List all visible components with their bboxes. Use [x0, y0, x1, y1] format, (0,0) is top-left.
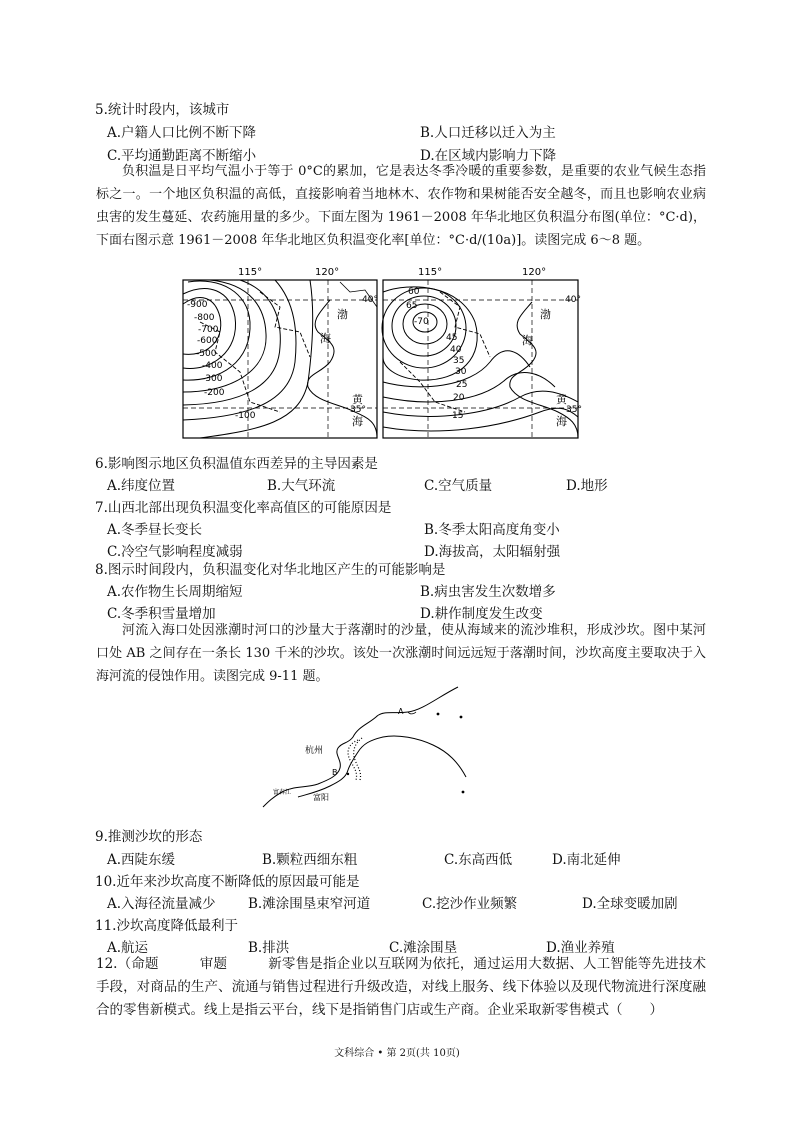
river-label-fuchunjiang: 富春江: [273, 789, 292, 796]
sea-label-hai: 海: [320, 332, 331, 345]
lat-label-40: 40°: [565, 295, 581, 305]
isoline-label: 45: [446, 333, 458, 343]
map-negative-temperature-change-rate: [380, 262, 595, 440]
sea-label-hai: 海: [556, 415, 567, 428]
q11-option-c: C.滩涂围垦: [389, 940, 458, 956]
isoline-label: -200: [204, 388, 225, 398]
lat-label-35: 35°: [566, 405, 582, 415]
isoline-label: 20: [453, 393, 465, 403]
isoline-label: -800: [194, 313, 215, 323]
q11-option-a: A.航运: [107, 940, 149, 956]
isoline-label: -600: [197, 336, 218, 346]
sea-label-huang: 黄: [352, 393, 363, 406]
q9-option-c: C.东高西低: [444, 852, 513, 868]
q5-option-d: D.在区域内影响力下降: [420, 148, 557, 164]
isoline-label: 40: [450, 345, 462, 355]
sea-label-hai: 海: [522, 334, 533, 347]
isoline-label: -500: [196, 349, 217, 359]
question-5-stem: 5.统计时段内，该城市: [95, 102, 230, 118]
sea-label-hai: 海: [352, 415, 363, 428]
q7-option-c: C.冷空气影响程度减弱: [107, 544, 243, 560]
isoline-label: -700: [198, 325, 219, 335]
q7-option-d: D.海拔高，太阳辐射强: [424, 544, 561, 560]
isoline-label: 15: [452, 411, 464, 421]
isoline-label: -100: [235, 411, 256, 421]
question-11-stem: 11.沙坎高度降低最利于: [95, 918, 238, 934]
q8-option-c: C.冬季积雪量增加: [107, 606, 216, 622]
lon-label-115: 115°: [238, 267, 263, 278]
q11-option-b: B.排洪: [248, 940, 290, 956]
question-12: 12.（命题 审题 新零售是指企业以互联网为依托，通过运用大数据、人工智能等先进技术手段，对商品的生产、流通与销售过程进行升级改造，对线上服务、线下体验以及现代物流进行深度融合的零售新模式。线上是指云平台，线下是指销售门店或生产商。企业采取新零售模式（ ）: [96, 956, 706, 1018]
passage-sand-bar: 河流入海口处因涨潮时河口的沙量大于落潮时的沙量，使从海域来的流沙堆积，形成沙坎。图中某河口处 AB 之间存在一条长 130 千米的沙坎。该处一次涨潮时间远远短于落潮时间，沙坎高度主要取决于入海河流的侵蚀作用。读图完成 9-11 题。: [96, 623, 706, 684]
q10-option-d: D.全球变暖加剧: [582, 896, 678, 912]
q8-option-b: B.病虫害发生次数增多: [420, 584, 556, 600]
passage-negative-accumulated-temperature: 负积温是日平均气温小于等于 0°C的累加，它是表达冬季冷暖的重要参数，是重要的农业气候生态指标之一。一个地区负积温的高低，直接影响着当地林木、农作物和果树能否安全越冬，而且也影响农业病虫害的发生蔓延、农药施用量的多少。下面左图为 1961－2008 年华北地区负积温分布图(单位：°C·d)，下面右图示意 1961－2008 年华北地区负积温变化率[单位：°C·d/(10a)]。读图完成 6～8 题。: [96, 164, 706, 248]
question-10-stem: 10.近年来沙坎高度不断降低的原因最可能是: [95, 874, 360, 890]
q6-option-c: C.空气质量: [424, 478, 493, 494]
sea-label-bo: 渤: [540, 308, 551, 321]
isoline-label: -900: [187, 300, 208, 310]
city-label-hangzhou: 杭州: [305, 746, 324, 756]
lat-label-35: 35°: [350, 405, 366, 415]
q10-option-a: A.入海径流量减少: [107, 896, 216, 912]
isoline-label: 30: [455, 367, 467, 377]
isoline-label: -300: [202, 374, 223, 384]
isoline-label: 65: [406, 301, 418, 311]
q10-option-b: B.滩涂围垦束窄河道: [248, 896, 371, 912]
q10-option-c: C.挖沙作业频繁: [422, 896, 518, 912]
isoline-label: 35: [453, 356, 465, 366]
lon-label-115: 115°: [418, 267, 443, 278]
question-8-stem: 8.图示时间段内，负积温变化对华北地区产生的可能影响是: [95, 562, 446, 578]
q6-option-b: B.大气环流: [267, 478, 336, 494]
sea-label-bo: 渤: [337, 308, 348, 321]
q7-option-b: B.冬季太阳高度角变小: [424, 522, 560, 538]
q5-option-b: B.人口迁移以迁入为主: [420, 125, 556, 141]
q8-option-d: D.耕作制度发生改变: [420, 606, 543, 622]
lon-label-120: 120°: [522, 267, 547, 278]
q6-option-a: A.纬度位置: [107, 478, 176, 494]
isoline-label: -400: [202, 361, 223, 371]
q11-option-d: D.渔业养殖: [546, 940, 615, 956]
isoline-label: -70: [414, 317, 429, 327]
city-label-fuyang: 富阳: [313, 793, 329, 802]
q5-option-a: A.户籍人口比例不断下降: [107, 125, 257, 141]
question-6-stem: 6.影响图示地区负积温值东西差异的主导因素是: [95, 456, 378, 472]
question-9-stem: 9.推测沙坎的形态: [95, 829, 203, 845]
q9-option-a: A.西陡东缓: [107, 852, 176, 868]
isoline-label: 60: [408, 287, 420, 297]
q9-option-b: B.颗粒西细东粗: [262, 852, 358, 868]
lat-label-40: 40°: [362, 295, 378, 305]
q7-option-a: A.冬季昼长变长: [107, 522, 203, 538]
q6-option-d: D.地形: [566, 478, 608, 494]
q9-option-d: D.南北延伸: [552, 852, 621, 868]
point-label-b: B: [332, 768, 338, 777]
map-negative-temperature-distribution: [180, 262, 380, 440]
question-7-stem: 7.山西北部出现负积温变化率高值区的可能原因是: [95, 500, 392, 516]
point-label-a: A: [398, 707, 404, 716]
q5-option-c: C.平均通勤距离不断缩小: [107, 148, 257, 164]
sea-label-huang: 黄: [556, 393, 567, 406]
q8-option-a: A.农作物生长周期缩短: [107, 584, 243, 600]
isoline-label: 25: [456, 380, 468, 390]
page-footer: 文科综合 • 第 2页(共 10页): [334, 1048, 460, 1059]
map-estuary-sandbar: [258, 682, 468, 812]
lon-label-120: 120°: [315, 267, 340, 278]
